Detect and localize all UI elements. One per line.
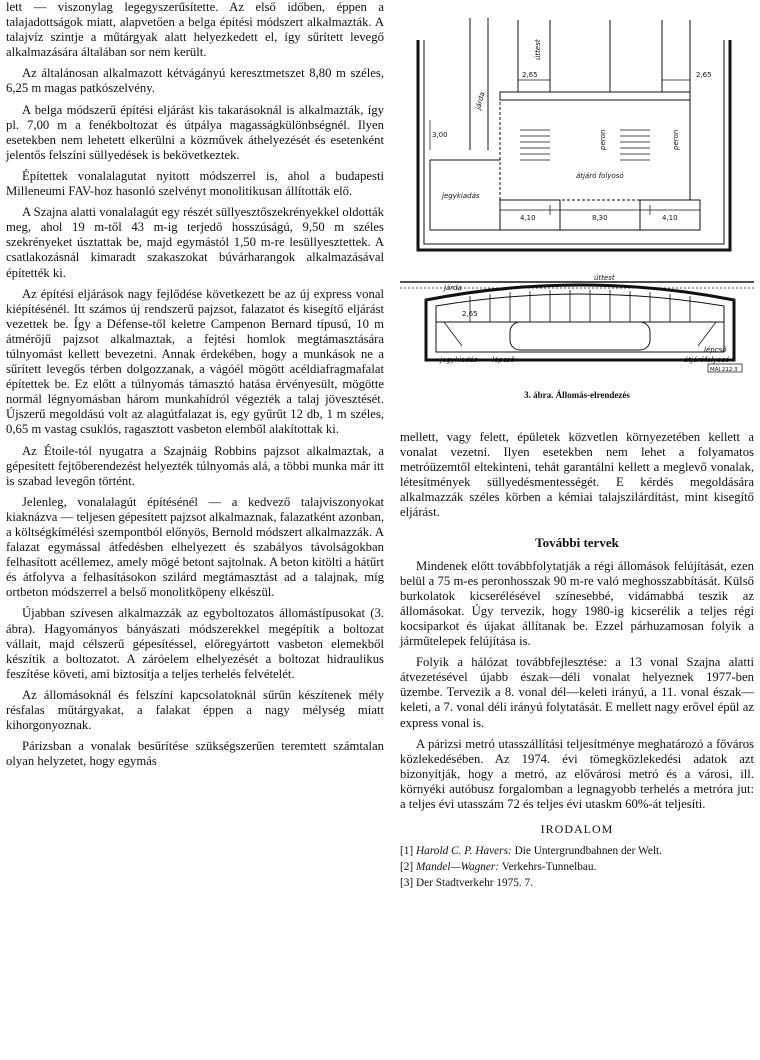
section-ref-code: MÁJ 212 3 (710, 367, 738, 373)
plan-label-jegy: jegykiadás (442, 192, 480, 200)
paragraph: Az állomásoknál és felszíni kapcsolatoknál sűrűn készítenek mély résfalas műtárgyakat, a falakat éppen a nagy mélység miatt kihorgonyoznak. (6, 687, 384, 733)
reference-title: Die Untergrundbahnen der Welt. (514, 845, 662, 858)
section-label-utter: úttest (594, 274, 615, 282)
section-label-lepcso-right: lépcső (704, 346, 727, 354)
reference-item (400, 877, 754, 890)
plan-label-peron-right: peron (672, 129, 680, 150)
reference-author: Mandel—Wagner: (416, 861, 500, 874)
section-heading: További tervek (535, 534, 619, 550)
section-label-jegy: jegykiadás (440, 356, 478, 364)
plan-dim-830: 8,30 (592, 214, 608, 222)
plan-dim-410a: 4,10 (520, 214, 536, 222)
paragraph: Építettek vonalalagutat nyitott módszerrel is, ahol a budapesti Milleneumi FAV-hoz hasonló szelvényt monolitikusan állították elő. (6, 168, 384, 199)
paragraph: lett — viszonylag legegyszerűsítette. Az első időben, éppen a talajadottságok miatt, alapvetően a belga építési módszert alkalmazták. A talajvíz szintje a műtárgyak alatt helyezkedett el, így sűrített levegő alkalmazására általában sor nem került. (6, 0, 384, 60)
plan-view (418, 18, 730, 250)
paragraph: Mindenek előtt továbbfolytatják a régi állomások felújítását, ezen belül a 75 m-es peronhosszak 90 m-re való meghosszabbítását. Külső burkolatok kicserélésével színesebbé, vidámabbá teszik az állomásokat. Úgy tervezik, hogy 1980-ig kicserélik a teljes régi kocsiparkot és újakat állítanak be. Ezzel párhuzamosan folyik a járműtelepek felújítása is. (400, 558, 754, 649)
reference-item (400, 861, 754, 874)
paragraph: Párizsban a vonalak besűrítése szükségszerűen teremtett számtalan olyan helyzetet, hogy egymás (6, 739, 384, 769)
paragraph: Az építési eljárások nagy fejlődése következett be az új express vonal kiépítésénél. Itt számos új rendszerű pajzsot, falazatot és kisegítő eljárást vezettek be. Így a Défense-től keletre Campenon Bernard típusú, 10 m átmérőjű pajzsot alkalmaztak, a fejtési homlok megtámasztására túlnyomást kellett bevezetni. Annak érdekében, hogy a munkások ne a sűrített levegős térben dolgozzanak, a vágóél mögött acéldiafragmafalat építettek be. Ez előtt a túlnyomás támasztó hatása érvényesült, mögötte normál légnyomásban három munkahídról végezték a talaj jövesztését. Újszerű megoldású volt az alagútfalazat is, egy gyűrűt 12 db, 1 m széles, 0,65 m vastag csuklós, ragasztott vasbeton elemből alakítottak ki. (6, 286, 384, 437)
paragraph: Az Étoile-tól nyugatra a Szajnáig Robbins pajzsot alkalmaztak, a gépesített fejtőberendezést helyezték túlnyomás alá, a többi munka már itt is szabad levegőn történt. (6, 443, 384, 488)
section-label-atjaro: átjárófolyosó (684, 356, 730, 364)
plan-label-atjaro: átjáró folyosó (576, 172, 624, 180)
section-label-lepcso-left: lépcső (492, 356, 515, 364)
paragraph: mellett, vagy felett, épületek közvetlen környezetében kellett a vonalat vezetni. Ilyen esetekben nem lehet a folyamatos metróüzemtől eltekinteni, tehát garantálni kellett a meglevő vonalak, létesítmények süllyedésmentességét. E kérdés megoldására alkalmazzák széles körben a kémiai talajszilárdítást, mint kisegítő eljárást. (400, 430, 754, 520)
reference-number: [1] (400, 845, 414, 858)
paragraph: Jelenleg, vonalalagút építésénél — a kedvező talajviszonyokat kiaknázva — teljesen gépesített pajzsot alkalmaznak, falazatként azonban, a költségkímélési szempontból előnyös, Bernold módszert alkalmazzák. A falazat egymással átfedésben elhelyezett és szabályos távolságokban felhasított acéllemez, amely mögé betont sajtolnak. A beton kitölti a hátűrt és átfolyva a felhasításokon szilárd megtámasztást ad a talajnak, míg ortbeton módszerrel a belső monolitköpeny elkészül. (6, 494, 384, 600)
paragraph: A belga módszerű építési eljárást kis takarásoknál is alkalmazták, így pl. 7,00 m a fenékboltozat és útpálya magasságkülönbségnél. Ilyen esetekben nem lehetett elkerülni a közművek áthelyezését és esetenként jelentős felszíni süllyedések is bekövetkeztek. (6, 102, 384, 162)
reference-number: [3] (400, 877, 414, 890)
plan-label-jarda: járda (474, 91, 487, 111)
section-label-jarda: járda (444, 284, 462, 292)
reference-title: Der Stadtverkehr 1975. 7. (416, 877, 534, 890)
plan-label-peron-left: peron (599, 129, 607, 150)
station-layout-figure (400, 0, 754, 430)
literature-heading: IRODALOM (540, 822, 614, 837)
paragraph: Az általánosan alkalmazott kétvágányú keresztmetszet 8,80 m széles, 6,25 m magas patkószelvény. (6, 66, 384, 96)
reference-author: Harold C. P. Havers: (416, 845, 512, 858)
reference-number: [2] (400, 861, 414, 874)
right-column (400, 0, 754, 893)
plan-dim-410b: 4,10 (662, 214, 678, 222)
plan-dim-265b: 2,65 (696, 71, 712, 79)
paragraph: A Szajna alatti vonalalagút egy részét süllyesztőszekrényekkel oldották meg, ahol 19 m-től 43 m-ig terjedő hosszúságú, 9,50 m széles szekrényeket úsztattak be, majd egymástól 1,50 m-re lesüllyesztettek. A csatlakozásnál kimaradt szakaszokat búvárharangok alkalmazásával építették ki. (6, 205, 384, 280)
section-dim-265: 2,65 (462, 310, 478, 318)
paragraph: Újabban szívesen alkalmazzák az egyboltozatos állomástípusokat (3. ábra). Hagyományos bányászati módszerekkel megépítik a boltozat vállait, majd célszerű gépesítéssel, előregyártott vasbeton elemekből készítik a boltozatot. A záróelem elhelyezését a boltozat hidraulikus feszítése követi, ami biztosítja a teljes terhelés felvételét. (6, 606, 384, 681)
figure-caption: 3. ábra. Állomás-elrendezés (524, 390, 630, 400)
station-layout-drawing (400, 0, 754, 385)
paragraph: A párizsi metró utasszállítási teljesítménye meghatározó a főváros közlekedésében. Az 1974. évi tömegközlekedési adatok azt bizonyítják, hogy a metró, az elővárosi metró és a városi, ill. környéki autóbusz forgalomban a legnagyobb terhelés a metróra jut: a teljes évi utasszám 72 és teljes évi utaskm 60%-át teljesíti. (400, 736, 754, 811)
plan-dim-300: 3,00 (432, 131, 448, 139)
reference-item (400, 845, 754, 858)
plan-label-utter: úttest (534, 39, 542, 60)
plan-dim-265a: 2,65 (522, 71, 538, 79)
paragraph: Folyik a hálózat továbbfejlesztése: a 13 vonal Szajna alatti átvezetésével újabb észak—déli vonalat helyeznek 1977-ben üzembe. Tervezik a 8. vonal dél—keleti irányú, a 11. vonal észak—keleti, a 7. vonal déli irányú folytatását. E mellett nagy erővel épül az express vonal is. (400, 655, 754, 730)
reference-title: Verkehrs-Tunnelbau. (501, 861, 597, 874)
left-column (6, 0, 384, 775)
